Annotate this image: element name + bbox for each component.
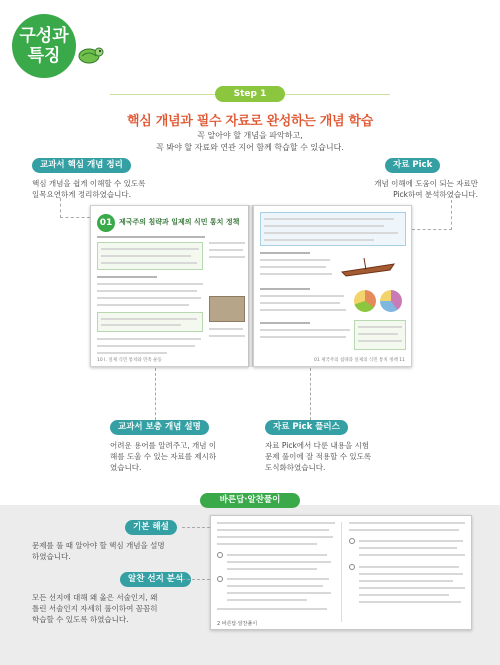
solution-page-number: 2 바른답·알찬풀이 bbox=[217, 621, 258, 627]
concept-box bbox=[97, 312, 203, 332]
basic-desc-1: 문제를 풀 때 알아야 할 핵심 개념을 설명 bbox=[32, 541, 165, 550]
supplement-desc-2: 해를 도울 수 있는 자료를 제시하 bbox=[110, 452, 217, 461]
pick-desc-2: Pick하여 분석하였습니다. bbox=[393, 190, 478, 199]
section-badge bbox=[12, 14, 76, 78]
pickplus-desc-1: 자료 Pick에서 다룬 내용을 시험 bbox=[265, 441, 370, 450]
basic-desc bbox=[32, 540, 165, 562]
concept-desc-1: 핵심 개념을 쉽게 이해할 수 있도록 bbox=[32, 179, 146, 188]
pickplus-desc-2: 문제 풀이에 잘 적용할 수 있도록 bbox=[265, 452, 372, 461]
pickplus-desc-3: 도식화하였습니다. bbox=[265, 463, 326, 472]
pick-plus-table bbox=[354, 320, 406, 350]
choice-desc bbox=[32, 592, 157, 625]
connector-basic bbox=[182, 527, 210, 528]
connector-supplement bbox=[155, 368, 156, 420]
basic-label: 기본 해설 bbox=[125, 520, 177, 535]
page-subline bbox=[0, 130, 500, 154]
concept-desc-2: 일목요연하게 정리하였습니다. bbox=[32, 190, 131, 199]
pick-desc-1: 개념 이해에 도움이 되는 자료만 bbox=[374, 179, 478, 188]
supplement-desc-3: 였습니다. bbox=[110, 463, 142, 472]
right-page-number: 01 제국주의 침략과 일제의 식민 통치 정책 11 bbox=[313, 358, 405, 363]
choice-desc-2: 틀린 서술인지 자세히 풀이하여 꼼꼼히 bbox=[32, 604, 158, 613]
ship-illustration bbox=[338, 254, 398, 282]
choice-desc-3: 학습할 수 있도록 하였습니다. bbox=[32, 615, 129, 624]
connector-choice bbox=[182, 579, 210, 580]
badge-line-1: 구성과 bbox=[19, 26, 69, 46]
choice-label: 알찬 선지 분석 bbox=[120, 572, 191, 587]
unit-title: 제국주의 침략과 일제의 식민 통치 정책 bbox=[119, 218, 240, 226]
basic-desc-2: 하였습니다. bbox=[32, 552, 71, 561]
pick-label: 자료 Pick bbox=[385, 158, 440, 173]
right-page bbox=[253, 205, 412, 367]
supplement-desc bbox=[110, 440, 216, 473]
connector-pick bbox=[412, 200, 452, 230]
supplement-label: 교과서 보충 개념 설명 bbox=[110, 420, 209, 435]
historical-photo bbox=[209, 296, 245, 322]
solution-label: 바른답·알찬풀이 bbox=[200, 493, 300, 508]
choice-desc-1: 모든 선지에 대해 왜 옳은 서술인지, 왜 bbox=[32, 593, 158, 602]
left-page bbox=[90, 205, 249, 367]
subline-1: 꼭 알아야 할 개념을 파악하고, bbox=[197, 131, 303, 140]
concept-desc bbox=[32, 178, 145, 200]
solution-sheet bbox=[210, 515, 472, 630]
column-divider bbox=[341, 522, 342, 622]
pie-chart-1 bbox=[354, 290, 376, 312]
pick-desc bbox=[340, 178, 478, 200]
pie-chart-2 bbox=[380, 290, 402, 312]
badge-line-2: 특징 bbox=[27, 46, 61, 66]
left-page-number: 10 I. 일제 식민 통치와 민족 운동 bbox=[97, 358, 162, 363]
step-label: Step 1 bbox=[215, 86, 285, 102]
page-headline: 핵심 개념과 필수 자료로 완성하는 개념 학습 bbox=[127, 114, 373, 129]
pickplus-desc bbox=[265, 440, 371, 473]
unit-number: 01 bbox=[97, 214, 115, 232]
subline-2: 꼭 봐야 할 자료와 연관 지어 함께 학습할 수 있습니다. bbox=[156, 143, 344, 152]
pickplus-label: 자료 Pick 플러스 bbox=[265, 420, 348, 435]
supplement-desc-1: 어려운 용어를 알려주고, 개념 이 bbox=[110, 441, 217, 450]
connector-pickplus bbox=[310, 368, 311, 420]
concept-label: 교과서 핵심 개념 정리 bbox=[32, 158, 131, 173]
connector-concept bbox=[60, 198, 90, 218]
turtle-mascot-icon bbox=[76, 44, 104, 66]
textbook-spread bbox=[90, 205, 412, 367]
